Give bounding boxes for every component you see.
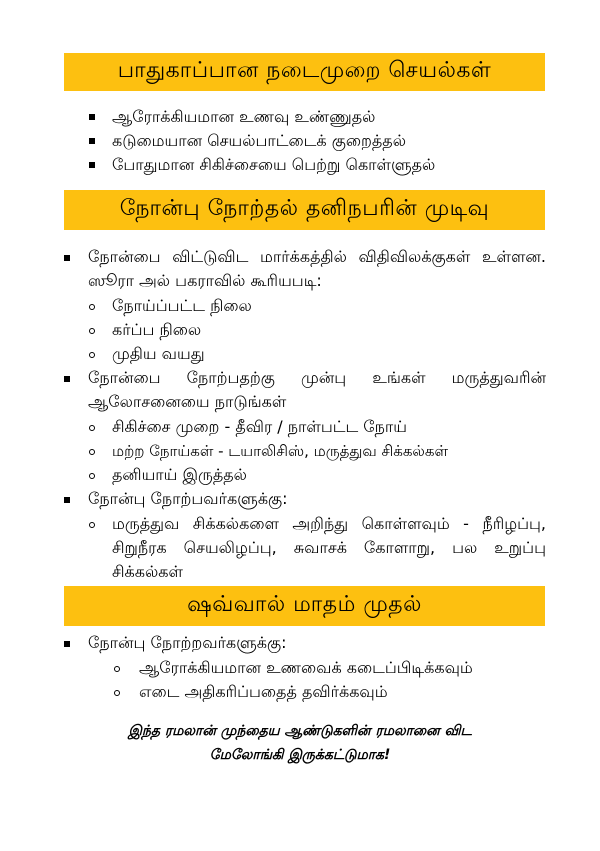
bullet-text: நோன்பு நோற்றவர்களுக்கு:: [88, 633, 287, 652]
circle-bullet-icon: [89, 352, 95, 358]
bullet-text: நோன்பை விட்டுவிட மார்க்கத்தில் விதிவிலக்குகள் உள்ளன. ஸூரா அல் பகராவில் கூரியபடி:: [88, 247, 546, 290]
circle-bullet-icon: [89, 304, 95, 310]
square-bullet-icon: [89, 162, 95, 168]
circle-bullet-icon: [114, 666, 120, 672]
section-banner-shawwal: [64, 586, 545, 626]
section-title: பாதுகாப்பான நடைமுறை செயல்கள்: [117, 58, 492, 83]
sub-item-text: நோய்ப்பட்ட நிலை: [112, 296, 252, 315]
sub-item-text: தனியாய் இருத்தல்: [112, 465, 247, 484]
section-banner-individual-decision: [64, 190, 545, 230]
square-bullet-icon: [89, 138, 95, 144]
circle-bullet-icon: [89, 522, 95, 528]
list-item-text: கடுமையான செயல்பாட்டைக் குறைத்தல்: [112, 131, 406, 150]
bullet-text: நோன்பை நோற்பதற்கு முன்பு உங்கள் மருத்துவரின் ஆலோசனையை நாடுங்கள்: [88, 368, 546, 411]
sub-item-text: மற்ற நோய்கள் - டயாலிசிஸ், மருத்துவ சிக்கல்கள்: [112, 442, 449, 460]
square-bullet-icon: [89, 114, 95, 120]
circle-bullet-icon: [89, 328, 95, 334]
square-bullet-icon: [64, 641, 70, 647]
square-bullet-icon: [64, 255, 70, 261]
closing-line-1: இந்த ரமலான் முந்தைய ஆண்டுகளின் ரமலானை விட: [128, 723, 472, 739]
closing-message: [60, 719, 540, 767]
section-title: நோன்பு நோற்தல் தனிநபரின் முடிவு: [119, 196, 490, 221]
square-bullet-icon: [64, 497, 70, 503]
bullet-text: நோன்பு நோற்பவர்களுக்கு:: [88, 489, 288, 508]
square-bullet-icon: [64, 376, 70, 382]
section-banner-safe-practices: [64, 53, 545, 91]
sub-item-text: முதிய வயது: [112, 344, 205, 363]
circle-bullet-icon: [114, 690, 120, 696]
sub-item-text: கர்ப்ப நிலை: [112, 320, 202, 339]
sub-item-text: மருத்துவ சிக்கல்களை அறிந்து கொள்ளவும் - நீரிழப்பு, சிறுநீரக செயலிழப்பு, சுவாசக் கோளாறு, பல உறுப்பு சிக்கல்கள்: [112, 514, 546, 581]
sub-item-text: சிகிச்சை முறை - தீவிர / நாள்பட்ட நோய்: [112, 417, 408, 436]
list-item-text: போதுமான சிகிச்சையை பெற்று கொள்ளுதல்: [112, 155, 436, 174]
sub-item-text: எடை அதிகரிப்பதைத் தவிர்க்கவும்: [139, 682, 388, 701]
sub-item-text: ஆரோக்கியமான உணவைக் கடைப்பிடிக்கவும்: [139, 658, 473, 677]
section-title: ஷவ்வால் மாதம் முதல்: [187, 592, 422, 617]
circle-bullet-icon: [89, 473, 95, 479]
list-item-text: ஆரோக்கியமான உணவு உண்ணுதல்: [112, 107, 376, 126]
circle-bullet-icon: [89, 449, 95, 455]
closing-line-2: மேலோங்கி இருக்கட்டுமாக!: [209, 747, 391, 763]
circle-bullet-icon: [89, 425, 95, 431]
